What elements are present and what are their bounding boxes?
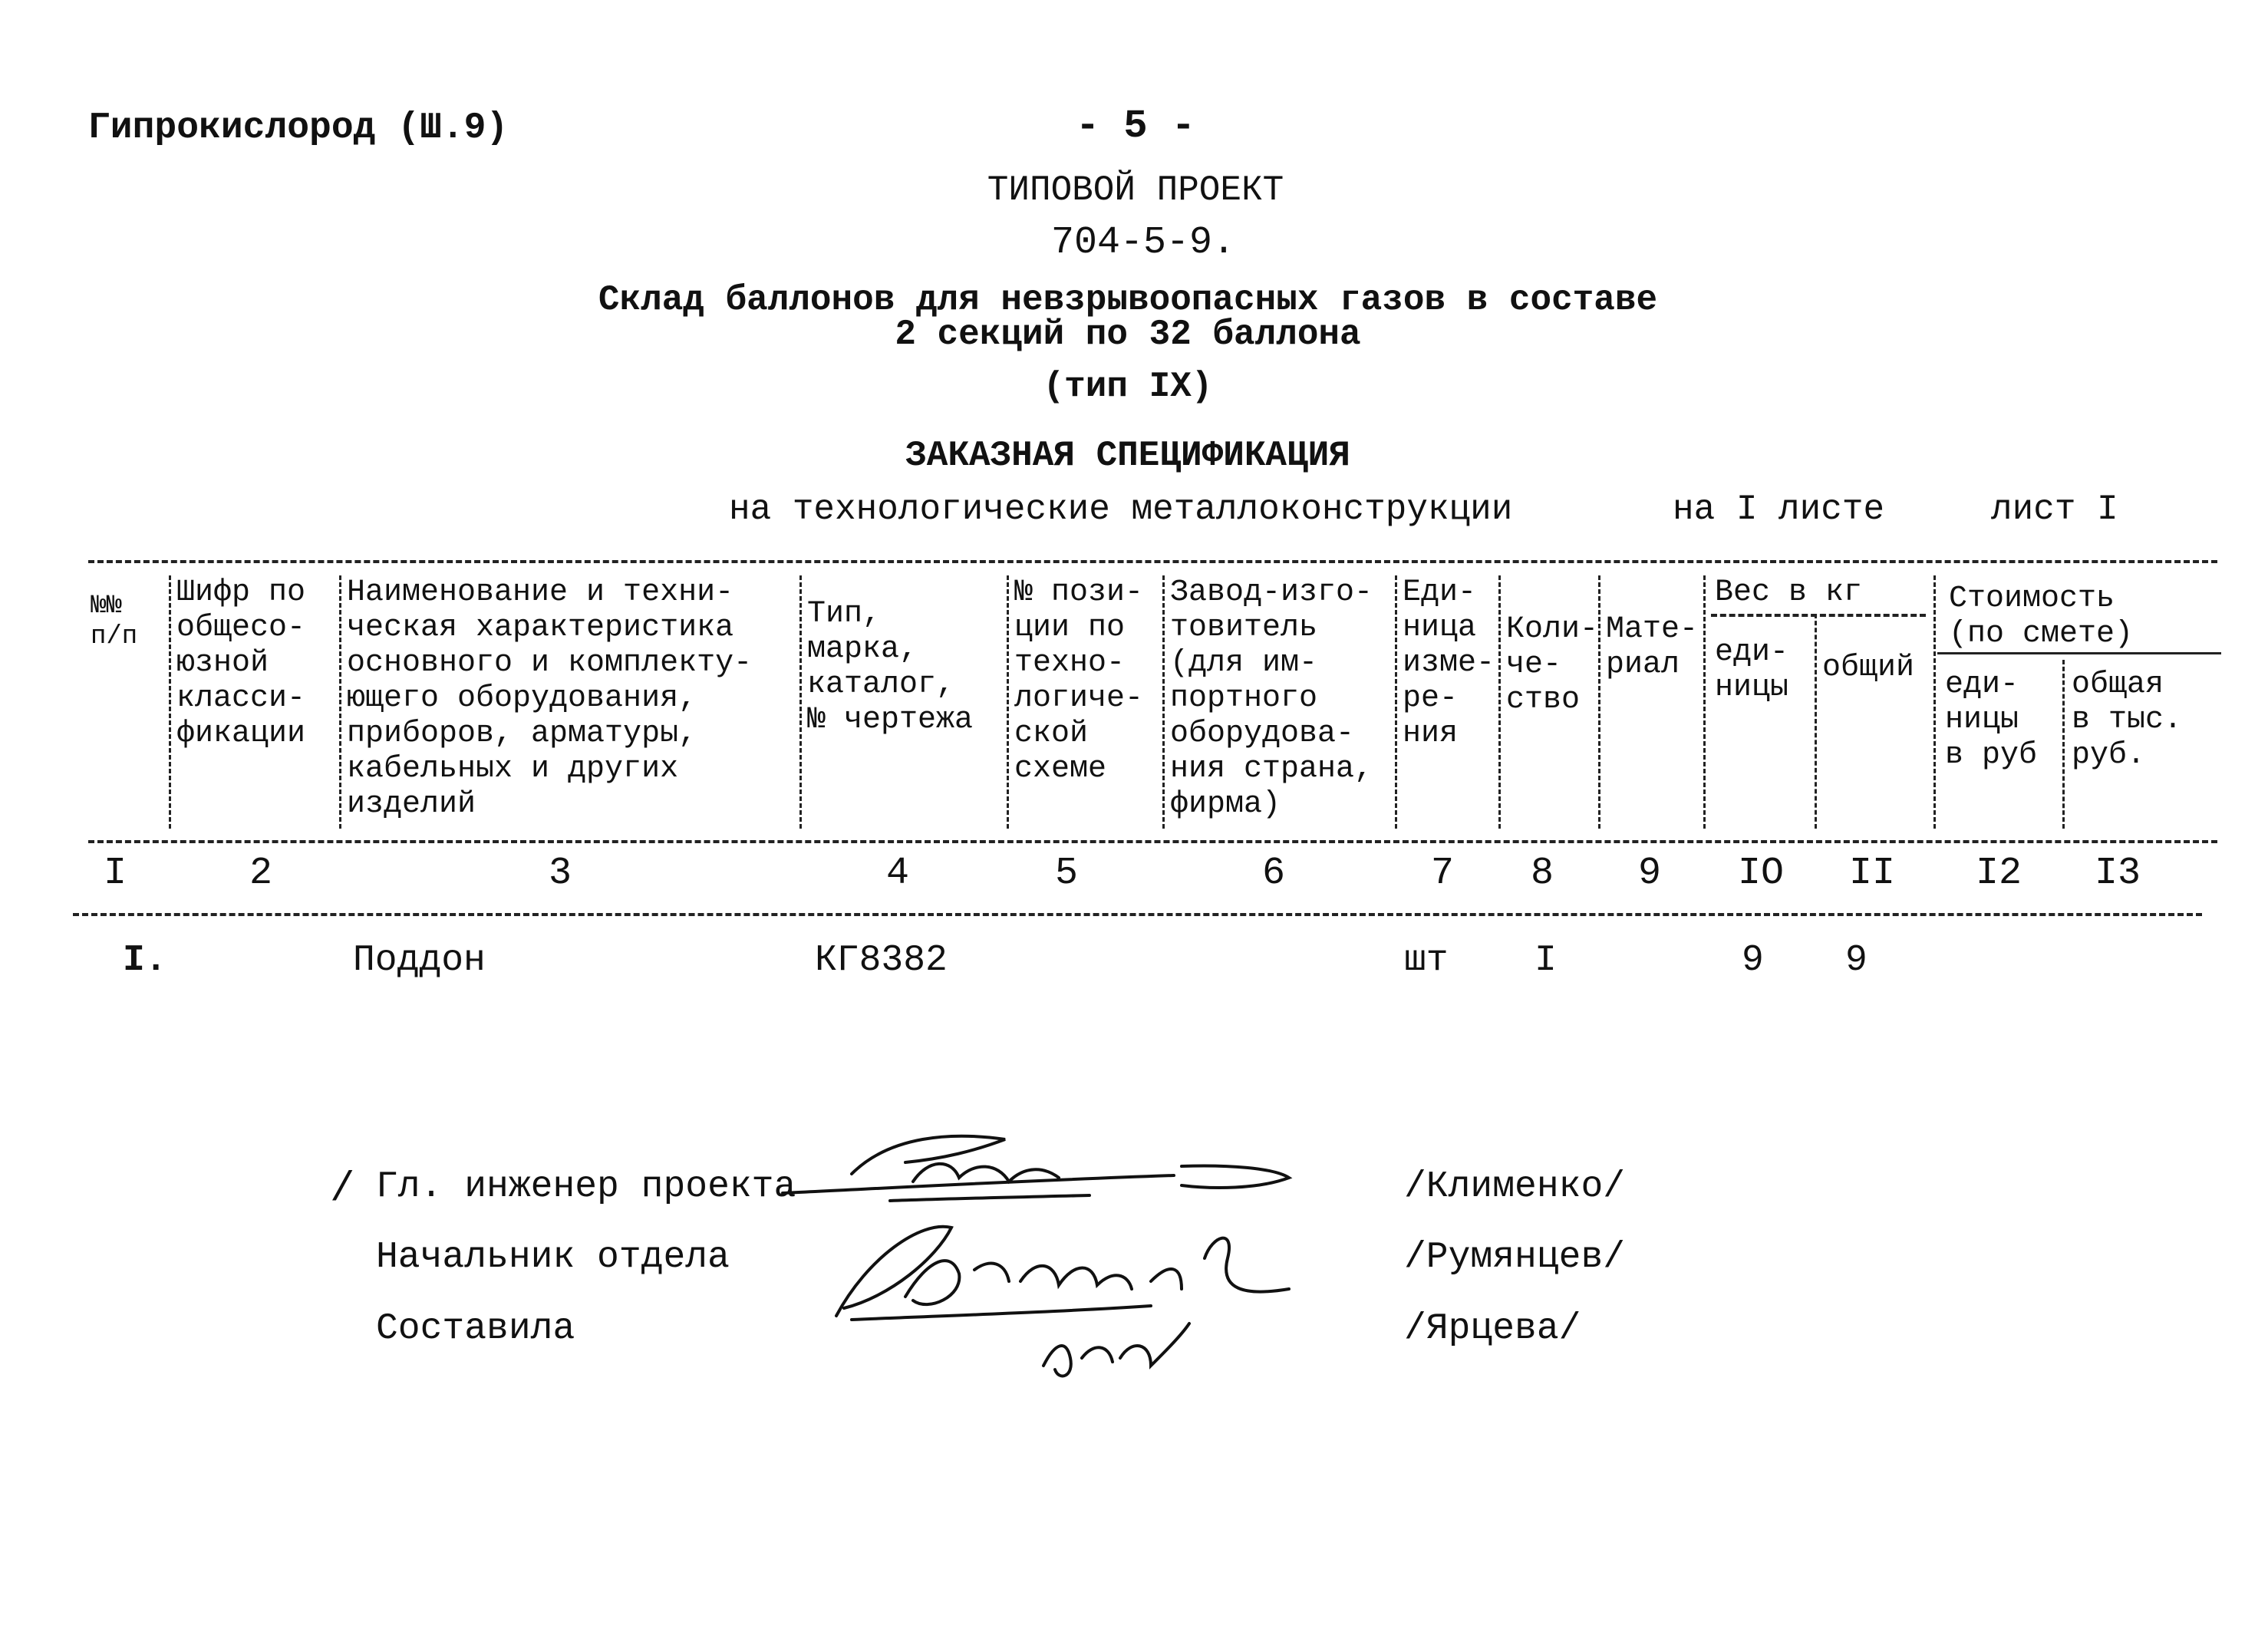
column-number-2: 2	[249, 852, 272, 895]
col-divider-11	[1933, 575, 1936, 829]
column-numbers-bottom-border	[73, 913, 2202, 916]
col-divider-12	[2062, 660, 2065, 829]
header-col-10: еди- ницы	[1715, 635, 1789, 705]
handwritten-signatures	[752, 1105, 1350, 1396]
column-number-1: I	[103, 852, 127, 895]
weight-subheader-line	[1711, 614, 1926, 617]
cost-subheader-line	[1937, 652, 2221, 654]
header-col-6: Завод-изго- товитель (для им- портного оборудова- ния страна, фирма)	[1170, 575, 1373, 822]
department-head-name: /Румянцев/	[1404, 1237, 1626, 1278]
col-divider-9	[1703, 575, 1706, 829]
header-col-1: №№ п/п	[91, 592, 138, 651]
department-head-role: Начальник отдела	[376, 1237, 730, 1278]
header-bottom-border	[88, 840, 2217, 843]
table-top-border	[88, 560, 2217, 563]
col-divider-7	[1498, 575, 1501, 829]
header-col-8: Коли- че- ство	[1506, 612, 1599, 717]
header-weight-group: Вес в кг	[1715, 575, 1863, 610]
col-divider-1	[169, 575, 171, 829]
title-line-3: (тип IX)	[1043, 367, 1213, 407]
header-col-12: еди- ницы в руб	[1945, 668, 2038, 773]
project-code: 704-5-9.	[1050, 221, 1236, 265]
column-number-13: I3	[2094, 852, 2141, 895]
column-number-10: IO	[1737, 852, 1784, 895]
col-divider-2	[339, 575, 341, 829]
compiler-name: /Ярцева/	[1404, 1308, 1581, 1350]
document-subtitle: на технологические металлоконструкции	[729, 490, 1513, 529]
title-line-2: 2 секций по 32 баллона	[895, 315, 1361, 354]
col-divider-8	[1598, 575, 1600, 829]
header-col-7: Еди- ница изме- ре- ния	[1403, 575, 1495, 751]
column-number-3: 3	[548, 852, 572, 895]
col-divider-10	[1815, 614, 1817, 829]
column-number-11: II	[1848, 852, 1895, 895]
project-type: ТИПОВОЙ ПРОЕКТ	[987, 170, 1284, 210]
column-number-7: 7	[1430, 852, 1454, 895]
header-col-9: Мате- риал	[1606, 612, 1699, 682]
row-item-name: Поддон	[353, 940, 486, 981]
header-col-11: общий	[1822, 651, 1915, 685]
column-number-8: 8	[1530, 852, 1554, 895]
col-divider-6	[1395, 575, 1397, 829]
column-number-6: 6	[1261, 852, 1285, 895]
column-number-5: 5	[1054, 852, 1078, 895]
header-col-3: Наименование и техни- ческая характеристика основного и комплекту- ющего оборудования, приборов, арматуры, кабельных и других изделий	[347, 575, 753, 822]
column-number-12: I2	[1975, 852, 2022, 895]
col-divider-4	[1007, 575, 1009, 829]
signature-mark: /	[330, 1166, 355, 1213]
col-divider-5	[1162, 575, 1165, 829]
row-number: I.	[123, 940, 167, 981]
title-line-1: Склад баллонов для невзрывоопасных газов в составе	[598, 280, 1658, 320]
header-col-5: № пози- ции по техно- логиче- ской схеме	[1014, 575, 1144, 786]
column-number-9: 9	[1637, 852, 1661, 895]
page-number: - 5 -	[1075, 104, 1196, 149]
row-unit: шт	[1404, 940, 1449, 981]
header-col-13: общая в тыс. руб.	[2072, 668, 2183, 773]
row-quantity: I	[1535, 940, 1557, 981]
compiler-role: Составила	[376, 1308, 575, 1350]
header-col-4: Тип, марка, каталог, № чертежа	[807, 597, 974, 737]
row-weight-total: 9	[1845, 940, 1867, 981]
header-cost-group: Стоимость (по смете)	[1949, 582, 2134, 651]
chief-engineer-role: Гл. инженер проекта	[376, 1166, 796, 1208]
column-number-4: 4	[885, 852, 909, 895]
chief-engineer-name: /Клименко/	[1404, 1166, 1626, 1208]
sheet-number: лист I	[1991, 490, 2118, 529]
row-weight-unit: 9	[1742, 940, 1764, 981]
row-item-type: КГ8382	[815, 940, 948, 981]
sheets-count: на I листе	[1673, 490, 1885, 529]
organization-label: Гипрокислород (Ш.9)	[88, 107, 509, 149]
document-name: ЗАКАЗНАЯ СПЕЦИФИКАЦИЯ	[905, 436, 1350, 476]
header-col-2: Шифр по общесо- юзной класси- фикации	[176, 575, 306, 751]
col-divider-3	[799, 575, 802, 829]
